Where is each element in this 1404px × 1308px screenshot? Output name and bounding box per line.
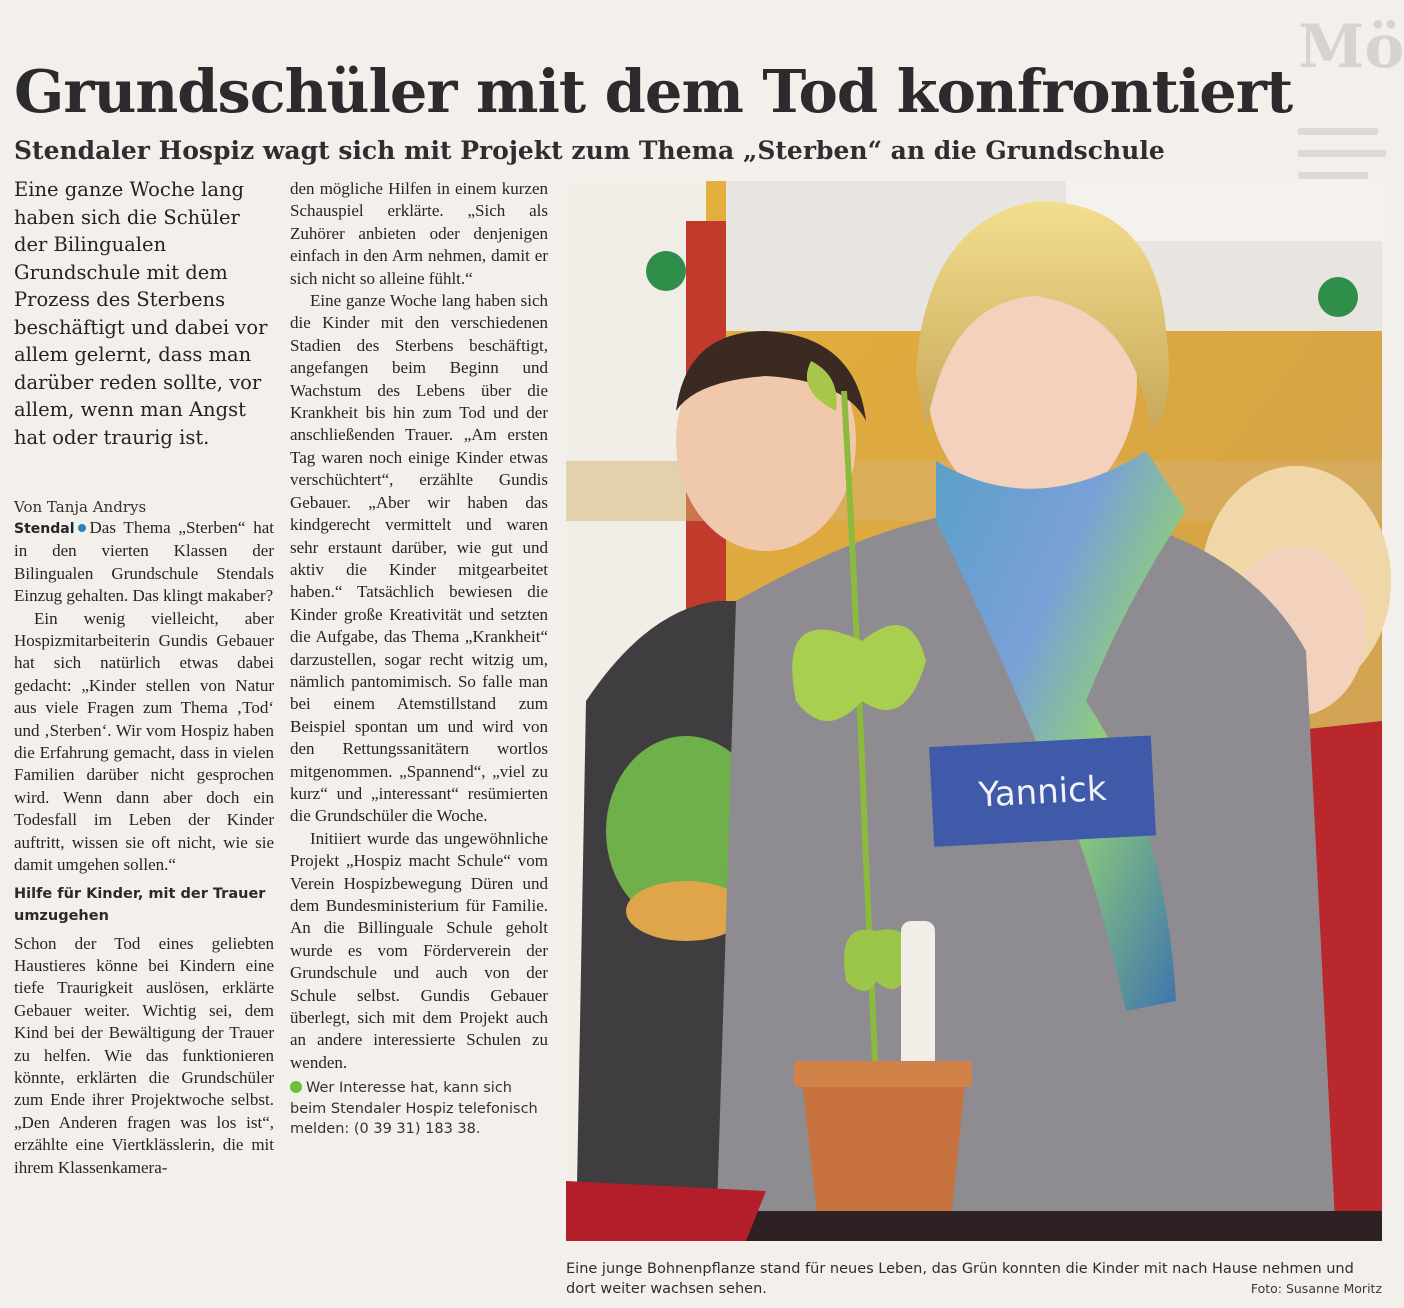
photo-illustration xyxy=(566,181,1382,1241)
name-tag-text: Yannick xyxy=(977,768,1108,816)
body-paragraph: Eine ganze Woche lang haben sich die Kinder mit den verschiedenen Stadien des Sterbens beschäftigt, angefangen beim Beginn und Wachstum des Lebens über die Krankheit bis hin zum Tod und der anschließenden Trauer. „Am ersten Tag waren noch einige Kinder etwas verschüchtert“, erzählte Gundis Gebauer. „Aber wir haben das kindgerecht vermittelt und waren sehr erstaunt darüber, wie gut und aktiv die Kinder mitgearbeitet haben.“ Tatsächlich bewiesen die Kinder große Kreativität und setzten die Aufgabe, das Thema „Krankheit“ darzustellen, sogar recht witzig um, nämlich pantomimisch. So falle man bei einem Atemstillstand zum Beispiel spontan um und wird von den Rettungssanitätern wortlos mitgenommen. „Spannend“, „viel zu kurz“ und „interessant“ resümierten die Grundschüler die Woche. xyxy=(290,291,548,826)
body-paragraph: den mögliche Hilfen in einem kurzen Schauspiel erklärte. „Sich als Zuhörer anbieten oder denjenigen einfach in den Arm nehmen, damit er sich nicht so alleine fühlt.“ xyxy=(290,179,548,288)
body-paragraph: Ein wenig vielleicht, aber Hospizmitarbeiterin Gundis Gebauer hat sich natürlich etwas dabei gedacht: „Kinder stellen von Natur aus viele Fragen zum Thema ‚Tod‘ und ‚Sterben‘. Wir vom Hospiz haben die Erfahrung gemacht, dass in vielen Familien darüber nicht gesprochen wird. Wenn dann aber doch ein Todesfall im Leben der Kinder auftritt, wissen sie oft nicht, wie sie damit umgehen sollen.“ xyxy=(14,608,274,875)
article-lead: Eine ganze Woche lang haben sich die Schüler der Bilingualen Grundschule mit dem Prozess des Sterbens beschäftigt und dabei vor allem gelernt, dass man darüber reden sollte, vor allem, wenn man Angst hat oder traurig ist. xyxy=(14,178,268,449)
body-paragraph: Initiiert wurde das ungewöhnliche Projekt „Hospiz macht Schule“ vom Verein Hospizbewegung Düren und dem Bundesministerium für Familie. An die Billinguale Schule geholt wurde es vom Förderverein der Grundschule und auch von der Schule selbst. Gundis Gebauer überlegt, sich mit dem Projekt auch an andere interessierte Schulen zu wenden. xyxy=(290,828,548,1072)
neighbor-article-title: Mö xyxy=(1298,12,1404,82)
neighbor-text-line xyxy=(1298,150,1386,157)
article-subheadline: Stendaler Hospiz wagt sich mit Projekt zum Thema „Sterben“ an die Grundschule xyxy=(14,135,1165,165)
name-tag xyxy=(929,735,1156,846)
contact-note xyxy=(290,1078,548,1140)
photo-caption: Eine junge Bohnenpflanze stand für neues Leben, das Grün konnten die Kinder mit nach Hause nehmen und dort weiter wachsen sehen. xyxy=(566,1261,1354,1297)
text-column-2 xyxy=(290,178,548,1140)
text-column-1 xyxy=(14,176,274,1179)
dateline: Stendal xyxy=(14,521,75,537)
body-paragraph: Schon der Tod eines geliebten Haustieres könne bei Kindern eine tiefe Traurigkeit auslösen, erklärte Gebauer weiter. Wichtig sei, dem Kind bei der Bewältigung der Trauer zu helfen. Wie das funktionieren könnte, erklärten die Grundschüler zum Ende ihrer Projektwoche selbst. „Den Anderen fragen was los ist“, erzählte eine Viertklässlerin, die mit ihrem Klassenkamera- xyxy=(14,933,274,1177)
photo-credit: Foto: Susanne Moritz xyxy=(1250,1281,1382,1296)
body-paragraph xyxy=(14,517,274,608)
contact-note-text: Wer Interesse hat, kann sich beim Stendaler Hospiz telefonisch melden: (0 39 31) 183 38. xyxy=(290,1080,538,1138)
dateline-bullet-icon xyxy=(78,524,86,532)
neighbor-text-line xyxy=(1298,128,1378,135)
section-subheading: Hilfe für Kinder, mit der Trauer umzugehen xyxy=(14,885,266,924)
article-headline: Grundschüler mit dem Tod konfrontiert xyxy=(14,56,1293,126)
article-photo xyxy=(566,181,1382,1241)
byline: Von Tanja Andrys xyxy=(14,498,147,516)
neighbor-text-line xyxy=(1298,172,1368,179)
note-bullet-icon xyxy=(290,1081,302,1093)
paragraph-text: Das Thema „Sterben“ hat in den vierten Klassen der Bilingualen Grundschule Stendals Einzug gehalten. Das klingt makaber? xyxy=(14,518,274,606)
